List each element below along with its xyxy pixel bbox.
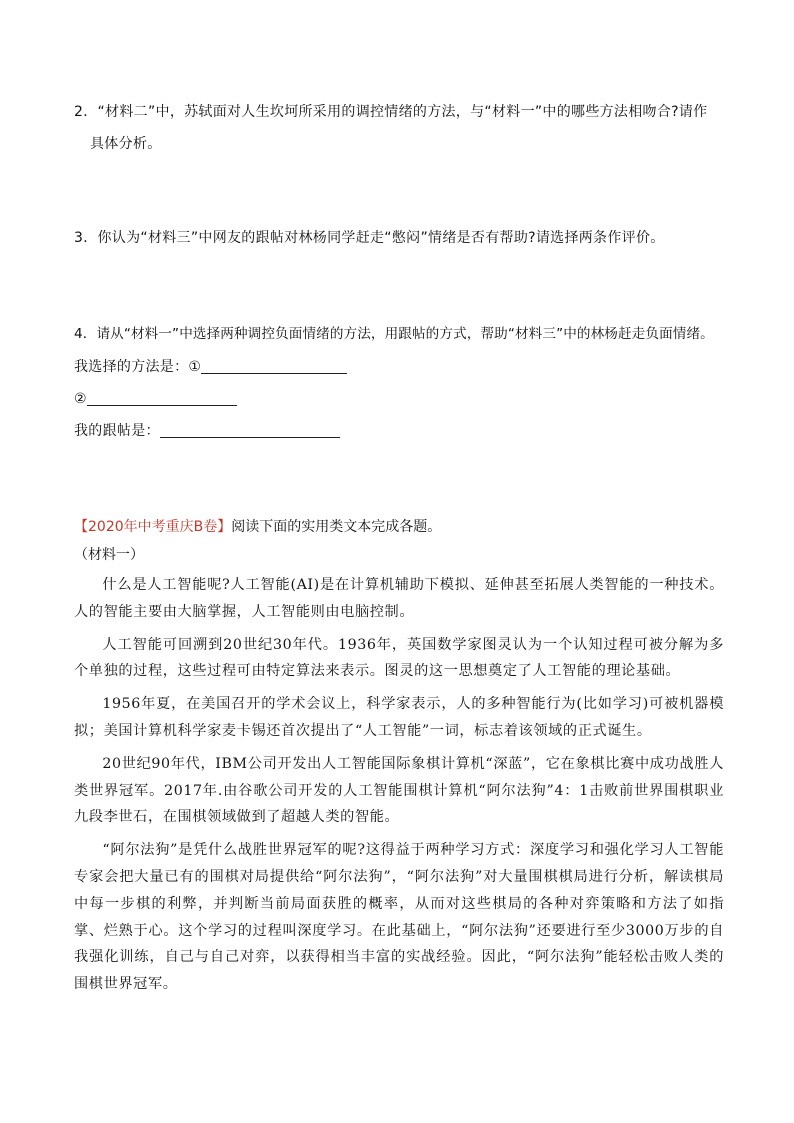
passage-paragraph: 什么是人工智能呢?人工智能(AI)是在计算机辅助下模拟、延伸甚至拓展人类智能的一种技术。人的智能主要由大脑掌握，人工智能则由电脑控制。 [74, 577, 724, 620]
question-2-line-2: 具体分析。 [90, 136, 162, 152]
question-4-text: 4．请从“材料一”中选择两种调控负面情绪的方法，用跟帖的方式，帮助“材料三”中的林杨赶走负面情绪。 [74, 326, 714, 342]
question-2 [74, 96, 707, 160]
method-2-blank[interactable] [87, 387, 237, 406]
answer-method-2-row [74, 384, 237, 414]
answer-method-1-row [74, 352, 347, 382]
question-3 [74, 222, 665, 254]
passage-paragraph: “阿尔法狗”是凭什么战胜世界冠军的呢?这得益于两种学习方式：深度学习和强化学习人工智能专家会把大量已有的围棋对局提供给“阿尔法狗”，“阿尔法狗”对大量围棋棋局进行分析，解读棋局中每一步棋的利弊，并判断当前局面获胜的概率，从而对这些棋局的各种对弈策略和方法了如指掌、烂熟于心。这个学习的过程叫深度学习。在此基础上，“阿尔法狗”还要进行至少3000万步的自我强化训练，自己与自己对弈，以获得相当丰富的实战经验。因此，“阿尔法狗”能轻松击败人类的围棋世界冠军。 [74, 842, 724, 993]
reading-passage [74, 572, 724, 1004]
method-2-label: ② [74, 391, 87, 407]
question-3-text: 3．你认为“材料三”中网友的跟帖对林杨同学赶走“憋闷”情绪是否有帮助?请选择两条作评价。 [74, 230, 665, 246]
reply-blank[interactable] [160, 419, 340, 438]
passage-paragraph: 1956年夏，在美国召开的学术会议上，科学家表示，人的多种智能行为(比如学习)可被机器模拟；美国计算机科学家麦卡锡还首次提出了“人工智能”一词，标志着该领域的正式诞生。 [74, 696, 724, 739]
section-instruction: 阅读下面的实用类文本完成各题。 [231, 519, 442, 535]
method-1-blank[interactable] [201, 355, 347, 374]
reply-label: 我的跟帖是： [74, 423, 160, 439]
passage-paragraph: 20世纪90年代，IBM公司开发出人工智能国际象棋计算机“深蓝”，它在象棋比赛中成功战胜人类世界冠军。2017年.由谷歌公司开发的人工智能围棋计算机“阿尔法狗”4：1击败前世界围棋职业九段李世石，在围棋领域做到了超越人类的智能。 [74, 755, 724, 826]
question-2-line-1: 2．“材料二”中，苏轼面对人生坎坷所采用的调控情绪的方法，与“材料一”中的哪些方法相吻合?请作 [74, 104, 708, 120]
section-heading [74, 514, 441, 540]
question-4 [74, 318, 714, 350]
exam-source-tag: 【2020年中考重庆B卷】 [74, 519, 232, 535]
answer-reply-row [74, 416, 340, 446]
method-1-label: 我选择的方法是：① [74, 359, 202, 375]
passage-paragraph: 人工智能可回溯到20世纪30年代。1936年，英国数学家图灵认为一个认知过程可被分解为多个单独的过程，这些过程可由特定算法来表示。图灵的这一思想奠定了人工智能的理论基础。 [74, 636, 724, 680]
material-label: （材料一） [74, 547, 144, 563]
